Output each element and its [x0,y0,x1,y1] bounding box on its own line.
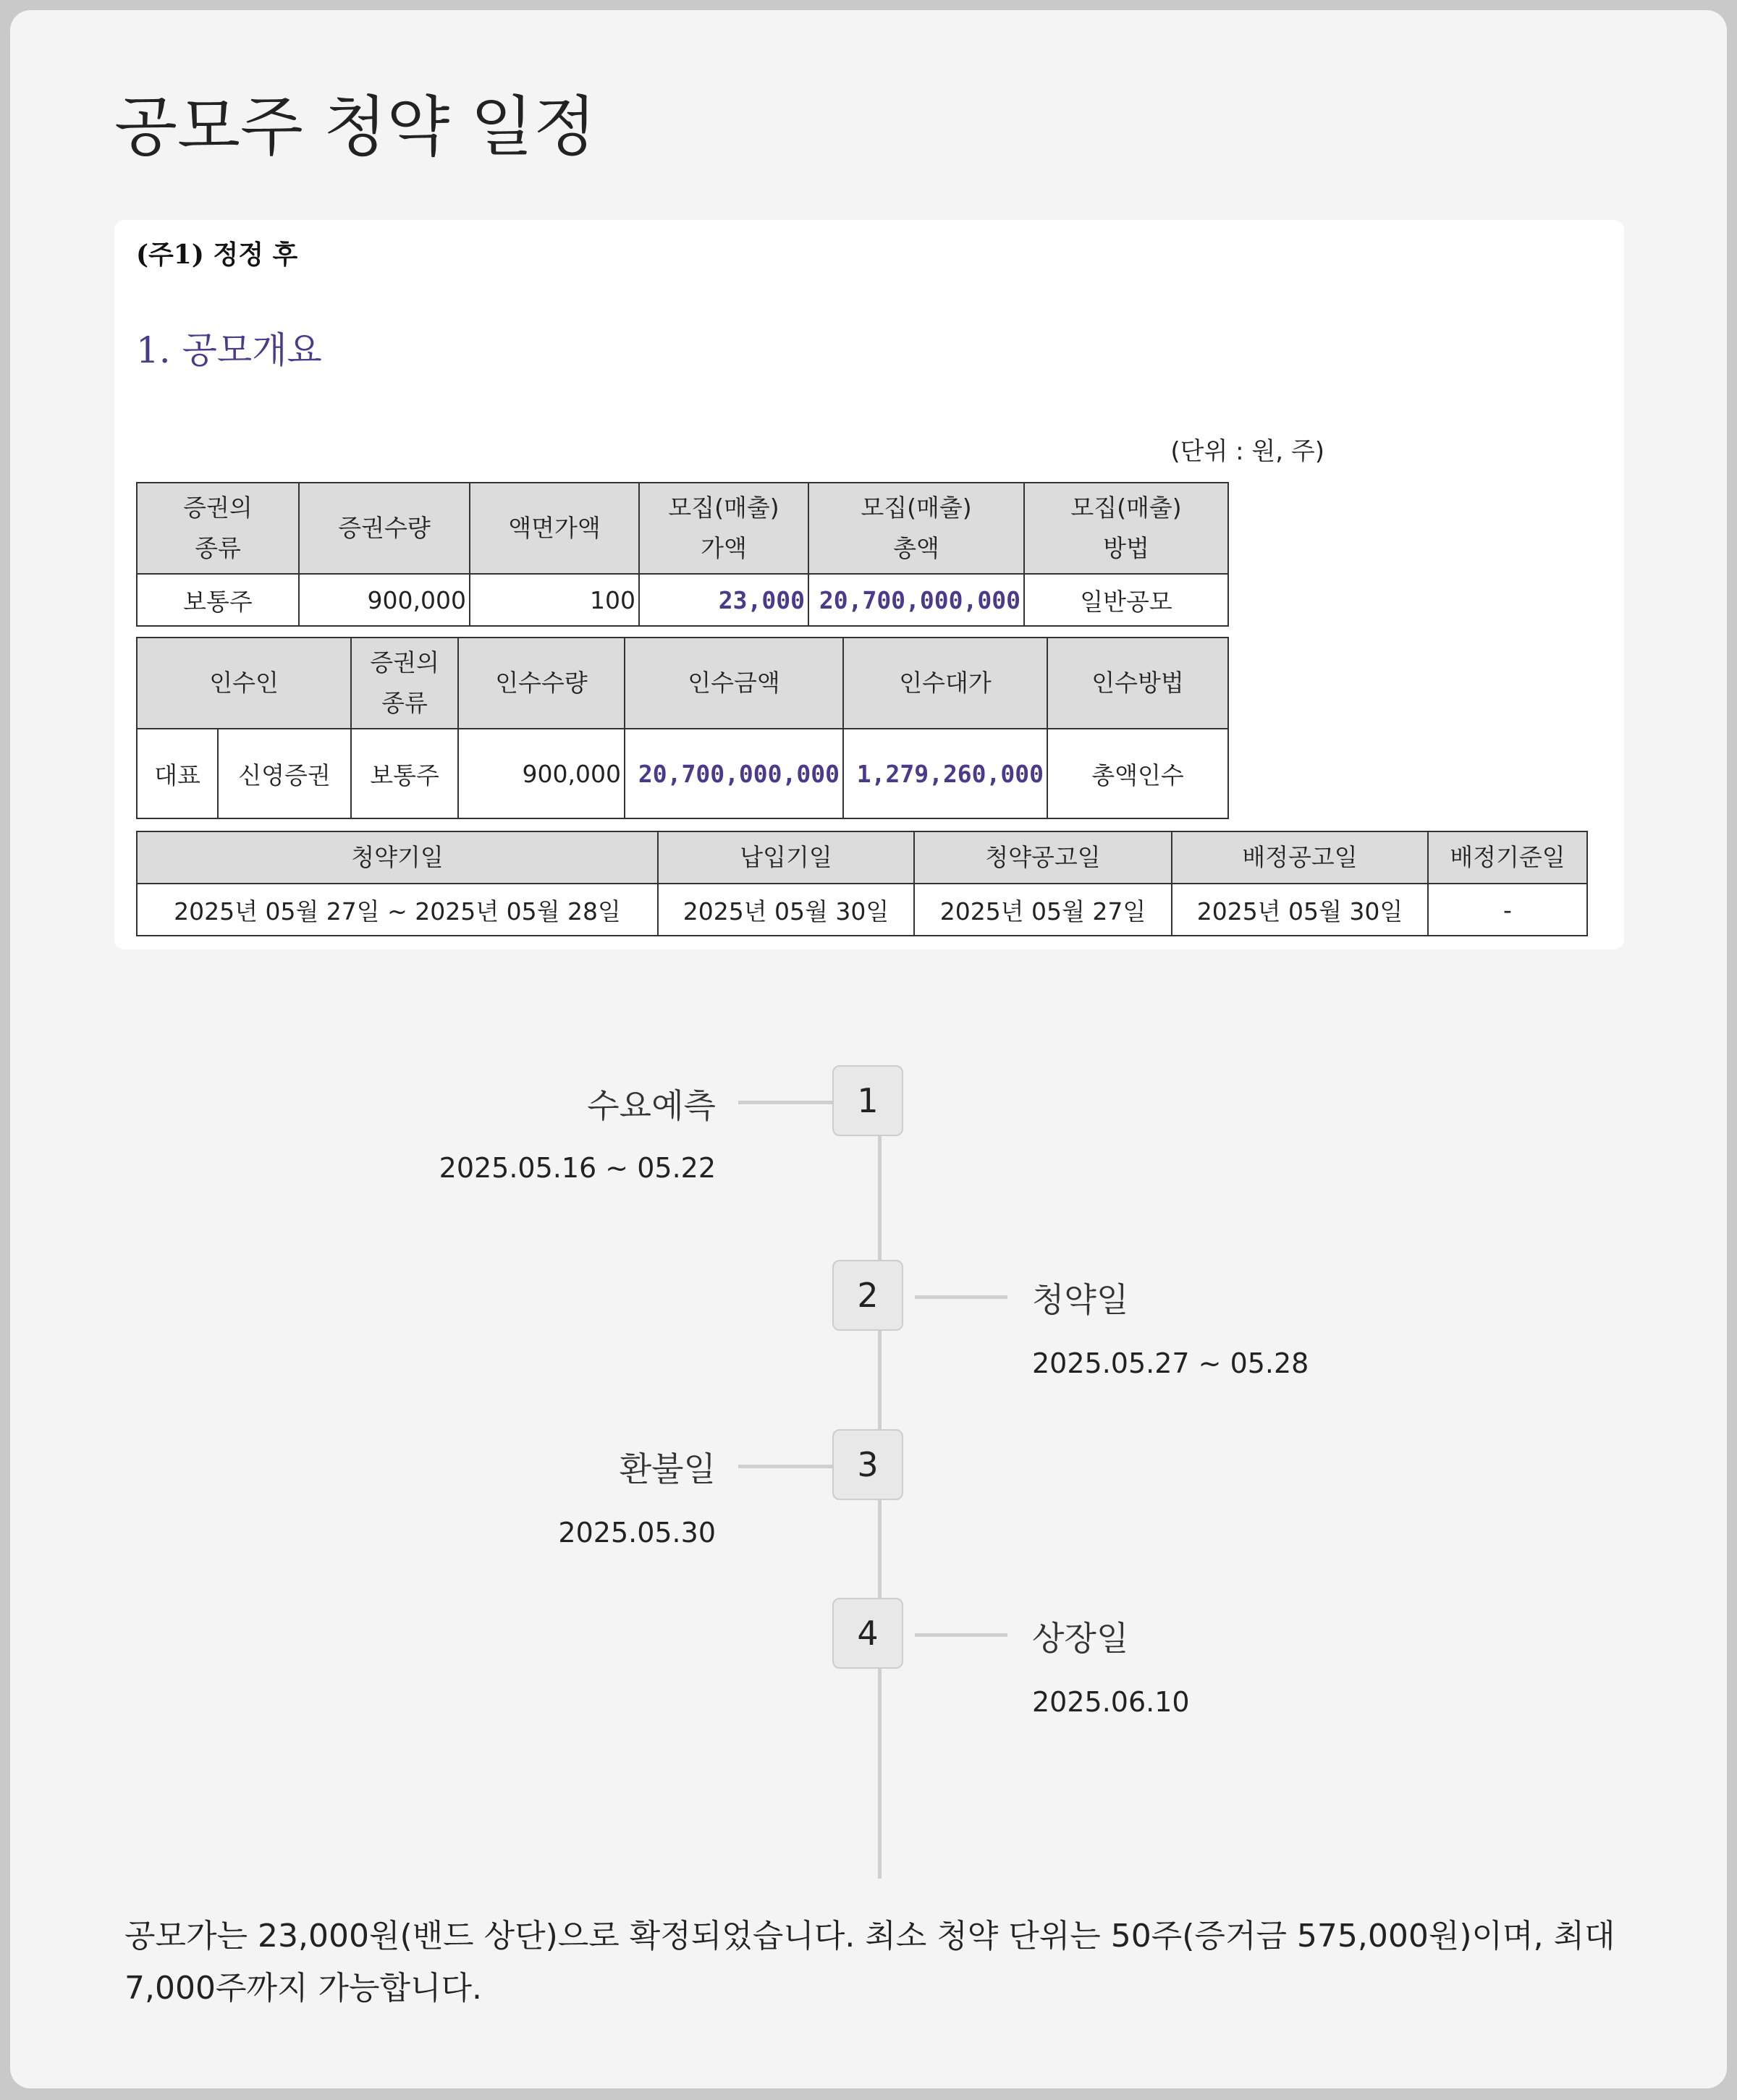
header-cell: 인수인 [137,638,351,729]
timeline-label-3: 환불일 [619,1449,716,1489]
table-cell: 신영증권 [218,729,351,818]
table-cell: - [1428,884,1587,936]
table-cell: 2025년 05월 27일 ~ 2025년 05월 28일 [137,884,658,936]
header-cell: 납입기일 [658,831,914,884]
header-cell: 모집(매출) 방법 [1024,483,1228,574]
header-cell: 증권수량 [299,483,470,574]
underwriting-fee-cell: 1,279,260,000 [843,729,1047,818]
timeline-date-1: 2025.05.16 ~ 05.22 [439,1152,716,1184]
offering-overview-table [136,482,1229,627]
timeline-step-4: 4 [832,1598,903,1669]
table-cell: 900,000 [299,574,470,626]
timeline-step-1: 1 [832,1065,903,1136]
timeline-connector [915,1295,1007,1299]
table-cell: 총액인수 [1047,729,1228,818]
table-header-row [137,831,1587,884]
table-cell: 보통주 [137,574,299,626]
header-cell: 청약기일 [137,831,658,884]
header-cell: 인수금액 [625,638,843,729]
offer-total-cell: 20,700,000,000 [808,574,1024,626]
header-cell: 인수방법 [1047,638,1228,729]
table-row [137,884,1587,936]
section-title: 1. 공모개요 [136,329,322,371]
timeline-step-2: 2 [832,1260,903,1331]
table-row [137,729,1228,818]
table-cell: 보통주 [351,729,458,818]
content-card [10,10,1727,2088]
timeline-label-2: 청약일 [1032,1280,1129,1319]
table-cell: 100 [470,574,639,626]
table-row [137,574,1228,626]
timeline-date-4: 2025.06.10 [1032,1686,1190,1718]
header-cell: 모집(매출) 총액 [808,483,1024,574]
underwriter-table [136,637,1229,819]
table-header-row [137,638,1228,729]
header-cell: 인수수량 [458,638,625,729]
table-cell: 2025년 05월 27일 [914,884,1172,936]
table-cell: 900,000 [458,729,625,818]
offer-price-cell: 23,000 [639,574,808,626]
timeline-label-1: 수요예측 [587,1086,716,1125]
table-cell: 대표 [137,729,218,818]
header-cell: 증권의 종류 [351,638,458,729]
page-title: 공모주 청약 일정 [114,89,596,165]
unit-note: (단위 : 원, 주) [1170,437,1324,466]
timeline-connector [915,1633,1007,1637]
table-header-row [137,483,1228,574]
timeline-connector [738,1101,844,1104]
timeline-label-4: 상장일 [1032,1619,1129,1658]
header-cell: 액면가액 [470,483,639,574]
table-cell: 2025년 05월 30일 [658,884,914,936]
amendment-note: (주1) 정정 후 [136,240,298,270]
prospectus-excerpt [114,220,1624,949]
timeline-connector [738,1465,844,1468]
summary-text: 공모가는 23,000원(밴드 상단)으로 확정되었습니다. 최소 청약 단위는 50주(증거금 575,000원)이며, 최대 7,000주까지 가능합니다. [124,1918,1615,2007]
header-cell: 배정공고일 [1172,831,1428,884]
table-cell: 일반공모 [1024,574,1228,626]
timeline-date-2: 2025.05.27 ~ 05.28 [1032,1347,1309,1379]
schedule-table [136,831,1588,936]
header-cell: 청약공고일 [914,831,1172,884]
table-cell: 2025년 05월 30일 [1172,884,1428,936]
timeline-step-3: 3 [832,1429,903,1500]
timeline-date-3: 2025.05.30 [558,1517,716,1549]
header-cell: 배정기준일 [1428,831,1587,884]
underwriting-amount-cell: 20,700,000,000 [625,729,843,818]
header-cell: 증권의 종류 [137,483,299,574]
header-cell: 모집(매출) 가액 [639,483,808,574]
header-cell: 인수대가 [843,638,1047,729]
